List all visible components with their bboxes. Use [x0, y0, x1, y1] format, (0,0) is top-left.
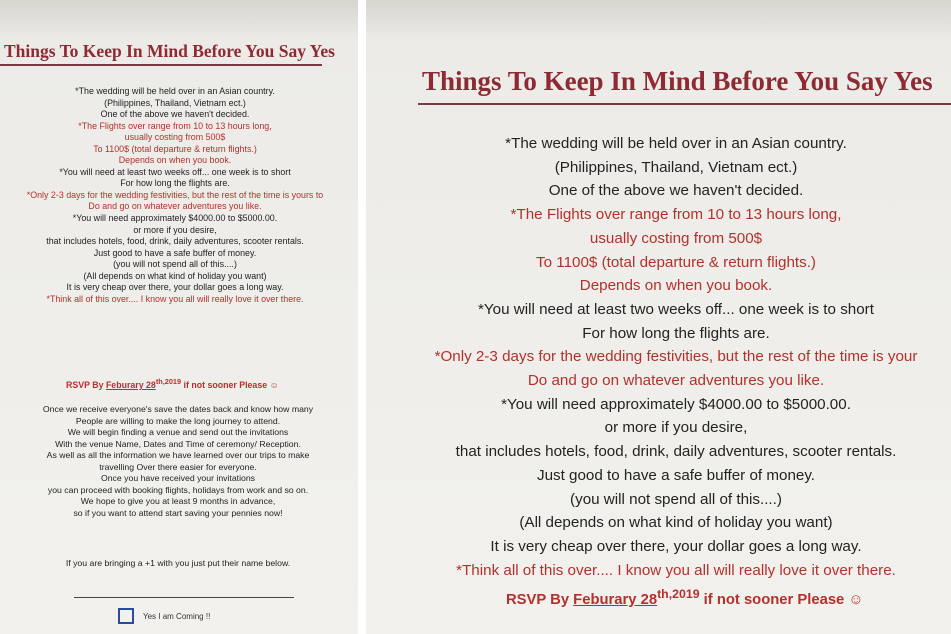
text-line: that includes hotels, food, drink, daily adventures, scooter rentals.	[455, 443, 897, 461]
rsvp-suffix: if not sooner Please	[699, 591, 849, 608]
text-line: Once you have received your invitations	[100, 473, 256, 483]
text-line: *You will need at least two weeks off... one week is to short	[478, 300, 874, 318]
rsvp-superscript: th,2019	[155, 377, 182, 386]
rsvp-prefix: RSVP By	[66, 379, 106, 390]
text-line: so if you want to attend start saving your pennies now!	[73, 507, 283, 518]
text-line: (you will not spend all of this....)	[113, 259, 237, 270]
text-line: It is very cheap over there, your dollar goes a long way.	[490, 537, 862, 555]
text-line: (Philippines, Thailand, Vietnam ect.)	[554, 158, 798, 176]
photo-divider	[358, 0, 366, 634]
plus-one-note: If you are bringing a +1 with you just put their name below.	[65, 558, 291, 568]
title-underline	[418, 103, 951, 105]
title-underline	[0, 64, 322, 66]
text-line: *The wedding will be held over in an Asian country.	[75, 86, 275, 96]
text-line: *Think all of this over.... I know you all will really love it over there.	[456, 561, 896, 579]
page-title: Things To Keep In Mind Before You Say Yes	[4, 41, 335, 61]
text-line: *The wedding will be held over in an Asian country.	[505, 135, 847, 152]
rsvp-line	[506, 587, 864, 608]
text-line: (Philippines, Thailand, Vietnam ect.)	[104, 97, 246, 108]
text-line: Depends on when you book.	[118, 155, 232, 166]
rsvp-line	[66, 377, 279, 390]
text-line: As well as all the information we have learned over our trips to make	[46, 450, 310, 460]
text-line: It is very cheap over there, your dollar goes a long way.	[66, 282, 284, 293]
text-line: With the venue Name, Dates and Time of ceremony/ Reception.	[55, 438, 301, 449]
text-line: *You will need approximately $4000.00 to $5000.00.	[501, 395, 851, 413]
text-line: Do and go on whatever adventures you like.	[527, 372, 825, 390]
coming-checkbox-label: Yes I am Coming !!	[143, 612, 211, 621]
text-line: or more if you desire,	[604, 419, 748, 437]
page-title: Things To Keep In Mind Before You Say Yes	[422, 66, 933, 96]
text-line: you can proceed with booking flights, holidays from work and so on.	[47, 484, 309, 495]
text-line: *You will need approximately $4000.00 to $5000.00.	[72, 213, 278, 224]
smiley-icon: ☺	[848, 591, 864, 608]
invitation-info-block	[0, 404, 356, 519]
text-line: We hope to give you at least 9 months in advance,	[80, 496, 276, 506]
text-line: travelling Over there easier for everyone.	[99, 461, 257, 472]
rsvp-suffix: if not sooner Please	[181, 379, 270, 390]
text-line: Once we receive everyone's save the dates back and know how many	[42, 404, 314, 414]
text-line: To 1100$ (total departure & return flights.)	[536, 253, 816, 271]
text-line: *Think all of this over.... I know you all will really love it over there.	[46, 293, 304, 304]
text-line: *Only 2-3 days for the wedding festivities, but the rest of the time is your	[434, 348, 918, 366]
text-line: *The Flights over range from 10 to 13 hours long,	[510, 206, 842, 224]
text-line: *You will need at least two weeks off... one week is to short	[59, 166, 291, 177]
text-line: that includes hotels, food, drink, daily adventures, scooter rentals.	[46, 236, 304, 247]
text-line: Do and go on whatever adventures you like.	[88, 201, 262, 212]
text-line: For how long the flights are.	[582, 324, 770, 342]
text-line: For how long the flights are.	[120, 178, 230, 189]
text-line: One of the above we haven't decided.	[100, 109, 250, 120]
coming-checkbox[interactable]	[118, 608, 134, 624]
text-line: (All depends on what kind of holiday you want)	[83, 270, 267, 281]
text-line: (All depends on what kind of holiday you want)	[519, 514, 833, 532]
guest-name-line[interactable]	[74, 597, 294, 598]
left-photo-panel	[0, 0, 358, 634]
text-line: Depends on when you book.	[579, 277, 773, 295]
text-line: One of the above we haven't decided.	[548, 182, 804, 200]
rsvp-prefix: RSVP By	[506, 591, 574, 608]
text-line: usually costing from 500$	[589, 229, 763, 247]
text-line: (you will not spend all of this....)	[570, 490, 782, 508]
text-line: usually costing from 500$	[124, 132, 226, 143]
rsvp-superscript: th,2019	[657, 587, 700, 601]
text-line: *Only 2-3 days for the wedding festivities, but the rest of the time is yours to	[26, 189, 324, 200]
info-block	[386, 132, 951, 582]
text-line: People are willing to make the long journey to attend.	[75, 415, 281, 426]
text-line: Just good to have a safe buffer of money.	[93, 247, 257, 258]
text-line: To 1100$ (total departure & return flights.)	[93, 143, 257, 154]
text-line: Just good to have a safe buffer of money.	[536, 466, 816, 484]
rsvp-date: Feburary 28	[105, 379, 156, 390]
text-line: *The Flights over range from 10 to 13 hours long,	[78, 120, 272, 131]
rsvp-date: Feburary 28	[573, 591, 658, 608]
right-photo-panel	[366, 0, 951, 634]
text-line: or more if you desire,	[133, 224, 217, 235]
smiley-icon: ☺	[269, 379, 279, 390]
info-block	[0, 86, 356, 305]
text-line: We will begin finding a venue and send out the invitations	[67, 427, 289, 437]
